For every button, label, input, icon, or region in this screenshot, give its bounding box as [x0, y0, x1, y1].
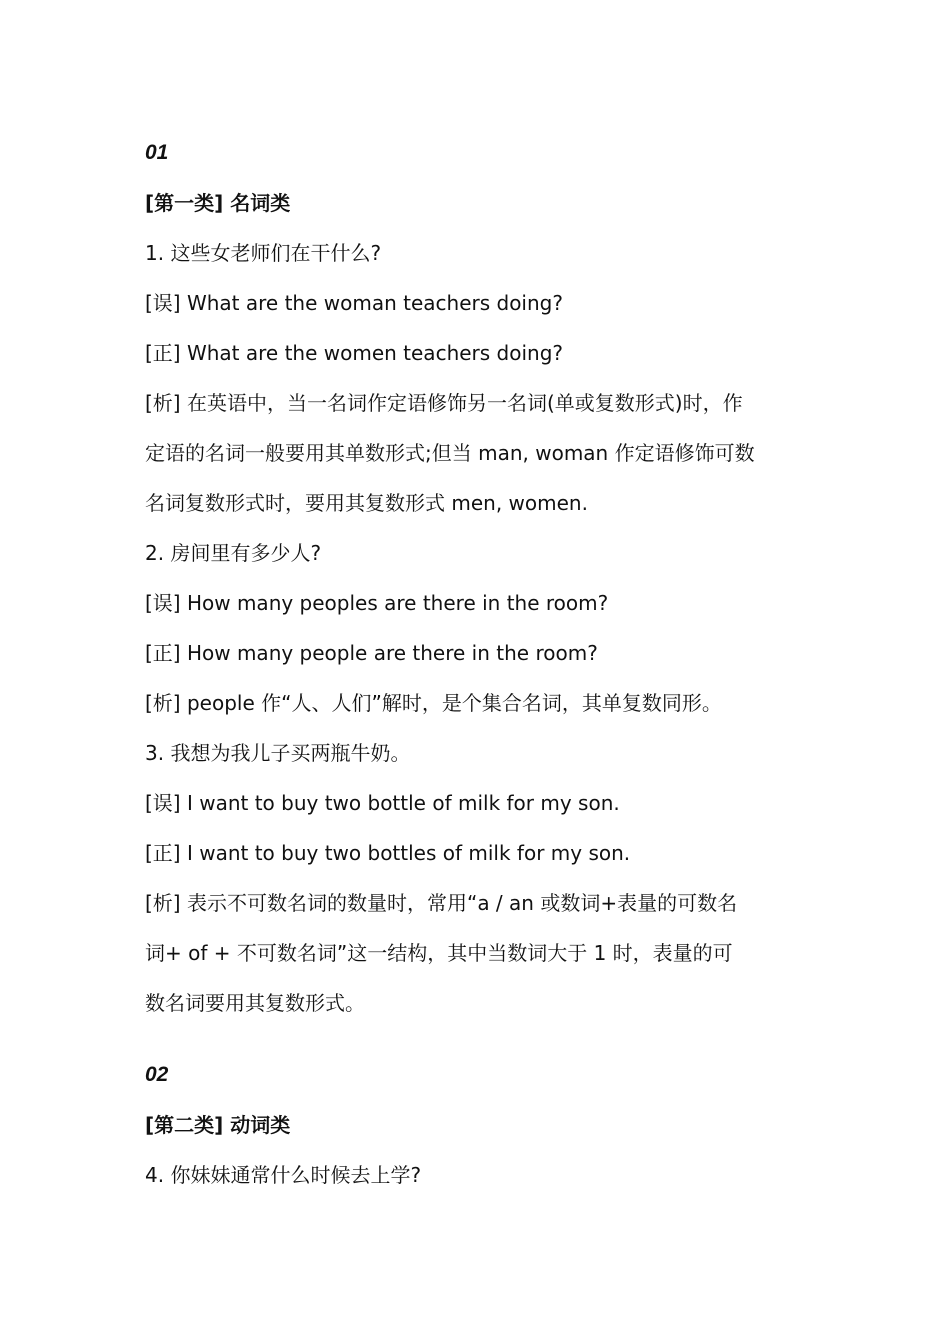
analysis-line: [析] 表示不可数名词的数量时，常用“a / an 或数词+表量的可数名	[145, 891, 738, 915]
wrong-sentence: [误] I want to buy two bottle of milk for my son.	[145, 791, 620, 815]
section-category: [第一类] 名词类	[145, 191, 291, 215]
question: 3. 我想为我儿子买两瓶牛奶。	[145, 741, 411, 765]
question: 1. 这些女老师们在干什么?	[145, 241, 382, 265]
analysis-line: 名词复数形式时，要用其复数形式 men, women.	[145, 491, 588, 515]
section-number: 01	[145, 141, 169, 164]
question: 4. 你妹妹通常什么时候去上学?	[145, 1163, 422, 1187]
wrong-sentence: [误] What are the woman teachers doing?	[145, 291, 563, 315]
correct-sentence: [正] How many people are there in the room?	[145, 641, 598, 665]
analysis-line: 词+ of + 不可数名词”这一结构，其中当数词大于 1 时，表量的可	[145, 941, 733, 965]
document-body	[145, 128, 810, 1200]
analysis-line: 定语的名词一般要用其单数形式;但当 man, woman 作定语修饰可数	[145, 441, 755, 465]
correct-sentence: [正] I want to buy two bottles of milk for my son.	[145, 841, 631, 865]
analysis-line: [析] people 作“人、人们”解时，是个集合名词，其单复数同形。	[145, 691, 722, 715]
analysis-line: [析] 在英语中，当一名词作定语修饰另一名词(单或复数形式)时，作	[145, 391, 743, 415]
section-gap	[145, 1028, 810, 1050]
section-category: [第二类] 动词类	[145, 1113, 291, 1137]
wrong-sentence: [误] How many peoples are there in the room?	[145, 591, 609, 615]
section-number: 02	[145, 1063, 169, 1086]
analysis-line: 数名词要用其复数形式。	[145, 991, 365, 1015]
question: 2. 房间里有多少人?	[145, 541, 322, 565]
correct-sentence: [正] What are the women teachers doing?	[145, 341, 564, 365]
